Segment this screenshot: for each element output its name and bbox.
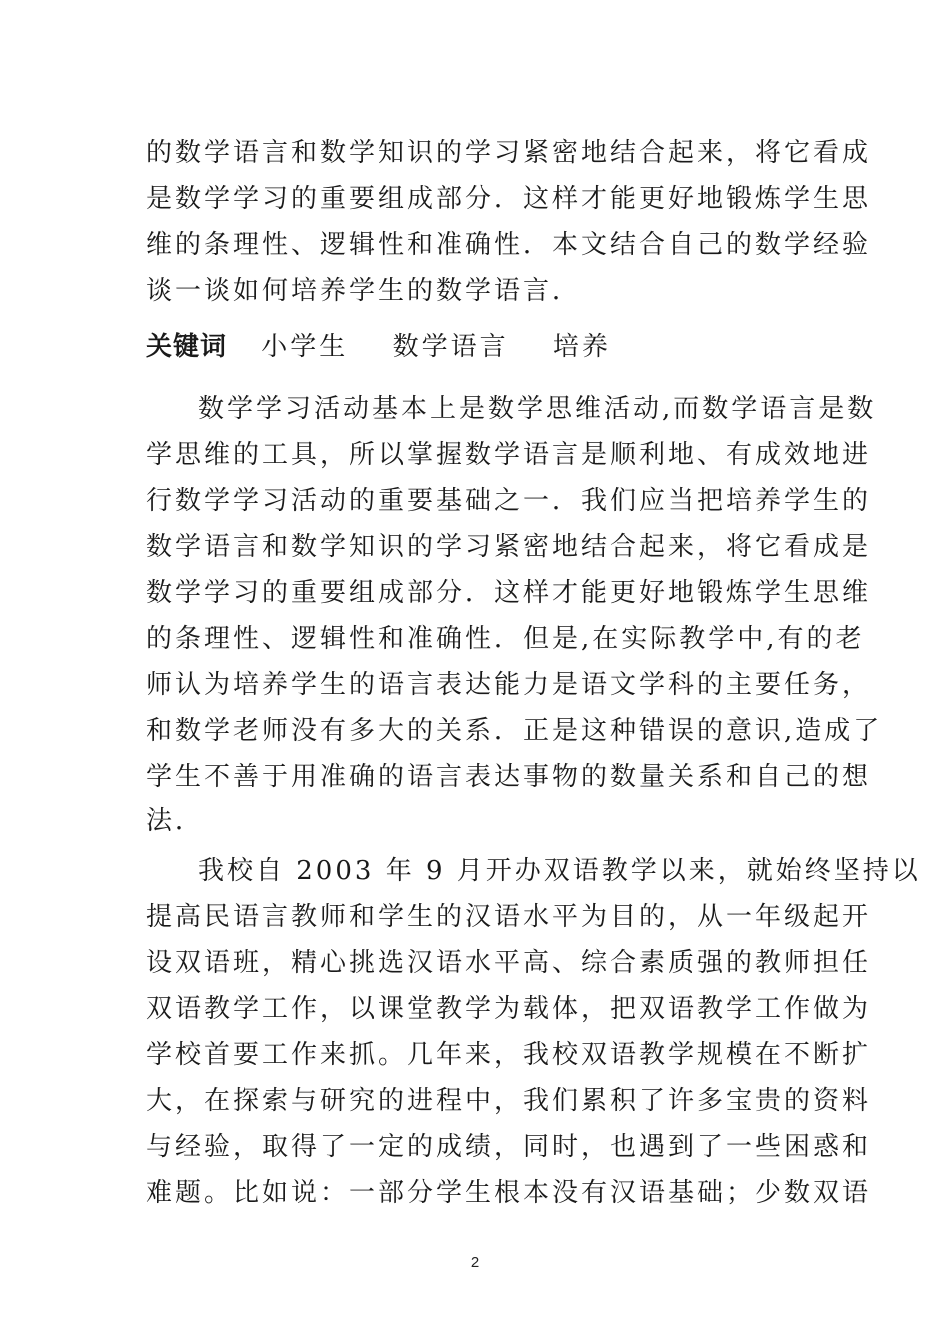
keyword: 培养 — [552, 332, 611, 362]
paragraph1-line: 师认为培养学生的语言表达能力是语文学科的主要任务， — [146, 670, 872, 700]
paragraph2-line: 与经验，取得了一定的成绩，同时，也遇到了一些困惑和 — [146, 1132, 872, 1162]
abstract-line: 维的条理性、逻辑性和准确性．本文结合自己的数学经验 — [146, 230, 872, 260]
paragraph2-line: 设双语班，精心挑选汉语水平高、综合素质强的教师担任 — [146, 948, 872, 978]
keywords-label: 关键词 — [146, 332, 228, 362]
paragraph1-line: 学生不善于用准确的语言表达事物的数量关系和自己的想 — [146, 762, 872, 792]
page-number: 2 — [470, 1254, 480, 1271]
paragraph1-line: 行数学学习活动的重要基础之一．我们应当把培养学生的 — [146, 486, 872, 516]
paragraph2-line: 难题。比如说：一部分学生根本没有汉语基础；少数双语 — [146, 1178, 872, 1208]
abstract-line: 的数学语言和数学知识的学习紧密地结合起来，将它看成 — [146, 138, 872, 168]
paragraph1-line: 法． — [146, 806, 205, 836]
paragraph2-line: 我校自 2003 年 9 月开办双语教学以来，就始终坚持以 — [198, 856, 921, 886]
keyword: 小学生 — [261, 332, 349, 362]
abstract-line: 是数学学习的重要组成部分．这样才能更好地锻炼学生思 — [146, 184, 872, 214]
paragraph2-line: 提高民语言教师和学生的汉语水平为目的，从一年级起开 — [146, 902, 872, 932]
paragraph1-line: 数学学习活动基本上是数学思维活动,而数学语言是数 — [198, 394, 877, 424]
paragraph2-line: 双语教学工作，以课堂教学为载体，把双语教学工作做为 — [146, 994, 872, 1024]
abstract-line: 谈一谈如何培养学生的数学语言． — [146, 276, 582, 306]
paragraph1-line: 的条理性、逻辑性和准确性．但是,在实际教学中,有的老 — [146, 624, 865, 654]
paragraph1-line: 数学语言和数学知识的学习紧密地结合起来，将它看成是 — [146, 532, 872, 562]
keywords-row — [146, 334, 611, 360]
paragraph2-line: 学校首要工作来抓。几年来，我校双语教学规模在不断扩 — [146, 1040, 872, 1070]
paragraph1-line: 和数学老师没有多大的关系．正是这种错误的意识,造成了 — [146, 716, 883, 746]
paragraph2-line: 大，在探索与研究的进程中，我们累积了许多宝贵的资料 — [146, 1086, 872, 1116]
paragraph1-line: 数学学习的重要组成部分．这样才能更好地锻炼学生思维 — [146, 578, 872, 608]
keyword: 数学语言 — [392, 332, 509, 362]
paragraph1-line: 学思维的工具，所以掌握数学语言是顺利地、有成效地进 — [146, 440, 872, 470]
